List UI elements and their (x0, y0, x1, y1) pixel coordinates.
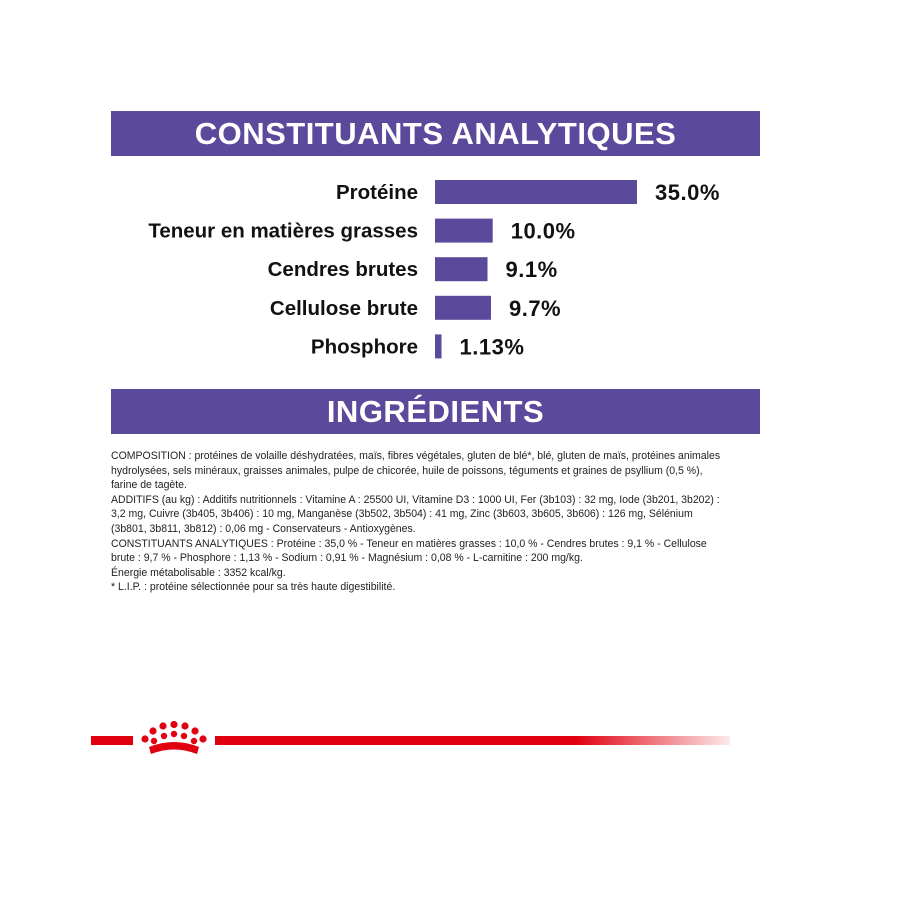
value-label: 10.0% (510, 218, 576, 244)
category-label: Cendres brutes (267, 258, 418, 282)
value-label: 35.0% (655, 180, 720, 205)
value-label: 9.1% (505, 257, 558, 283)
composition-paragraph: COMPOSITION : protéines de volaille déshydratées, maïs, fibres végétales, gluten de blé*, blé, gluten de maïs, protéines animales hydrolysées, sels minéraux, graisses animales, pulpe de chicorée, huile de poissons, téguments et graines de psyllium (0,5 %), farine de tagète. (111, 450, 721, 492)
category-label: Teneur en matières grasses (148, 219, 418, 243)
additives-paragraph: ADDITIFS (au kg) : Additifs nutritionnels : Vitamine A : 25500 UI, Vitamine D3 : 1000 UI, Fer (3b103) : 32 mg, Iode (3b201, 3b202) : 3,2 mg, Cuivre (3b405, 3b406) : 10 mg, Manganèse (3b502, 3b504) : 41 mg, Zinc (3b603, 3b605, 3b606) : 126 mg, Sélénium (3b801, 3b811, 3b812) : 0,06 mg - Conservateurs - Antioxygènes. (111, 493, 720, 535)
footer-divider-left (91, 736, 133, 745)
section-header-analytic-constituents (111, 111, 760, 156)
category-label: Cellulose brute (269, 296, 418, 320)
value-label: 9.7% (508, 295, 562, 321)
category-label: Protéine (335, 181, 418, 204)
section-title-analytic: CONSTITUANTS ANALYTIQUES (194, 115, 677, 151)
value-label: 1.13% (459, 334, 525, 360)
energy-paragraph: Énergie métabolisable : 3352 kcal/kg. (111, 566, 286, 579)
bar (435, 334, 442, 358)
footer-divider-right (215, 736, 730, 745)
category-label: Phosphore (310, 335, 418, 359)
section-header-ingredients (111, 389, 760, 434)
ingredients-text-block (111, 449, 725, 595)
bar (435, 257, 488, 281)
footnote-paragraph: * L.I.P. : protéine sélectionnée pour sa très haute digestibilité. (111, 581, 396, 594)
bar (435, 180, 637, 204)
royal-canin-crown-icon (139, 721, 209, 761)
section-title-ingredients: INGRÉDIENTS (326, 393, 545, 429)
analytic-constituents-paragraph: CONSTITUANTS ANALYTIQUES : Protéine : 35,0 % - Teneur en matières grasses : 10,0 % - Cendres brutes : 9,1 % - Cellulose brute : 9,7 % - Phosphore : 1,13 % - Sodium : 0,91 % - Magnésium : 0,08 % - L-carnitine : 200 mg/kg. (111, 537, 707, 565)
bar (435, 219, 493, 243)
nutrient-bar-chart (0, 168, 900, 368)
bar (435, 296, 491, 320)
